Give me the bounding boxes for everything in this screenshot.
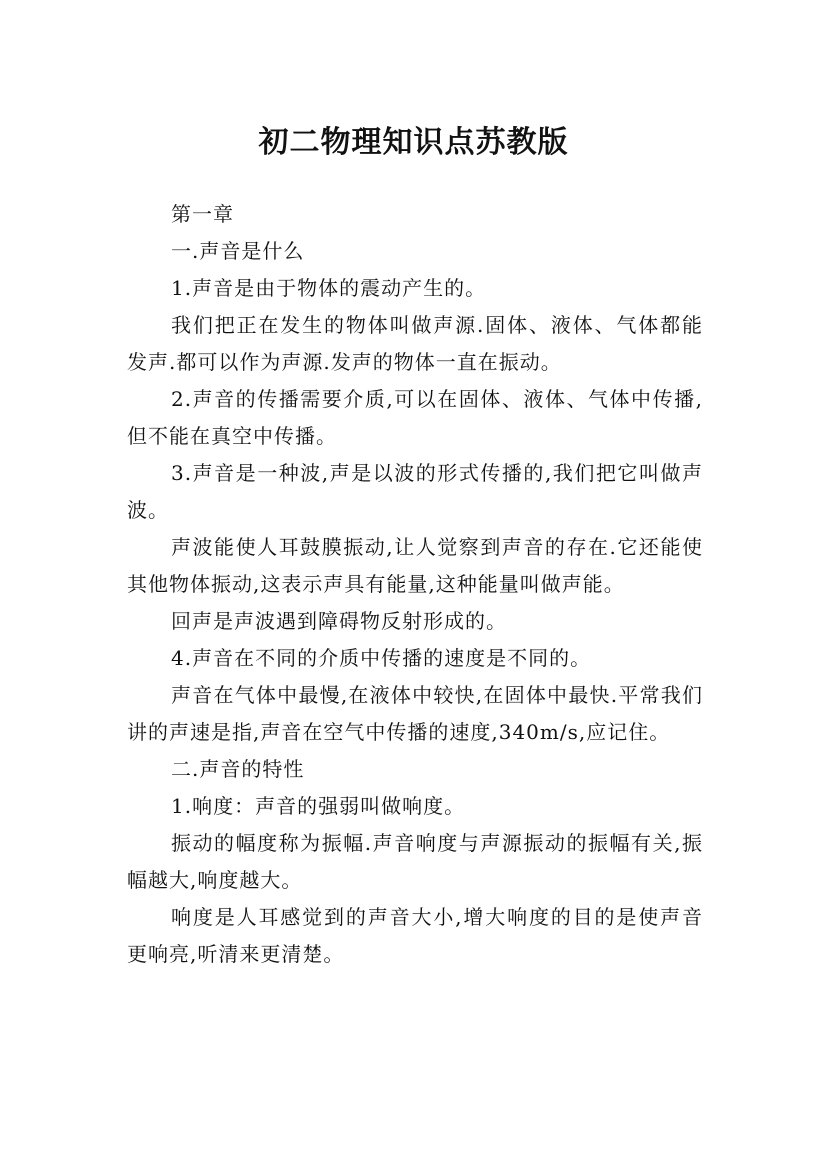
paragraph: 1.声音是由于物体的震动产生的。 xyxy=(171,276,487,300)
paragraph-section-heading: 二.声音的特性 xyxy=(171,757,305,781)
paragraph: 声波能使人耳鼓膜振动,让人觉察到声音的存在.它还能使其他物体振动,这表示声具有能量,这种能量叫做声能。 xyxy=(127,535,703,596)
paragraph: 1.响度：声音的强弱叫做响度。 xyxy=(171,794,466,818)
document-body xyxy=(127,196,703,973)
paragraph: 响度是人耳感觉到的声音大小,增大响度的目的是使声音更响亮,听清来更清楚。 xyxy=(127,905,703,966)
paragraph: 我们把正在发生的物体叫做声源.固体、液体、气体都能发声.都可以作为声源.发声的物体一直在振动。 xyxy=(127,313,703,374)
document-title: 初二物理知识点苏教版 xyxy=(258,125,569,161)
paragraph-chapter-heading: 第一章 xyxy=(171,202,234,226)
paragraph: 振动的幅度称为振幅.声音响度与声源振动的振幅有关,振幅越大,响度越大。 xyxy=(127,831,703,892)
paragraph: 声音在气体中最慢,在液体中较快,在固体中最快.平常我们讲的声速是指,声音在空气中传播的速度,340m/s,应记住。 xyxy=(127,683,703,744)
paragraph: 4.声音在不同的介质中传播的速度是不同的。 xyxy=(171,646,592,670)
paragraph-section-heading: 一.声音是什么 xyxy=(171,239,305,263)
paragraph: 3.声音是一种波,声是以波的形式传播的,我们把它叫做声波。 xyxy=(127,461,703,522)
paragraph: 2.声音的传播需要介质,可以在固体、液体、气体中传播,但不能在真空中传播。 xyxy=(127,387,703,448)
paragraph: 回声是声波遇到障碍物反射形成的。 xyxy=(171,609,507,633)
